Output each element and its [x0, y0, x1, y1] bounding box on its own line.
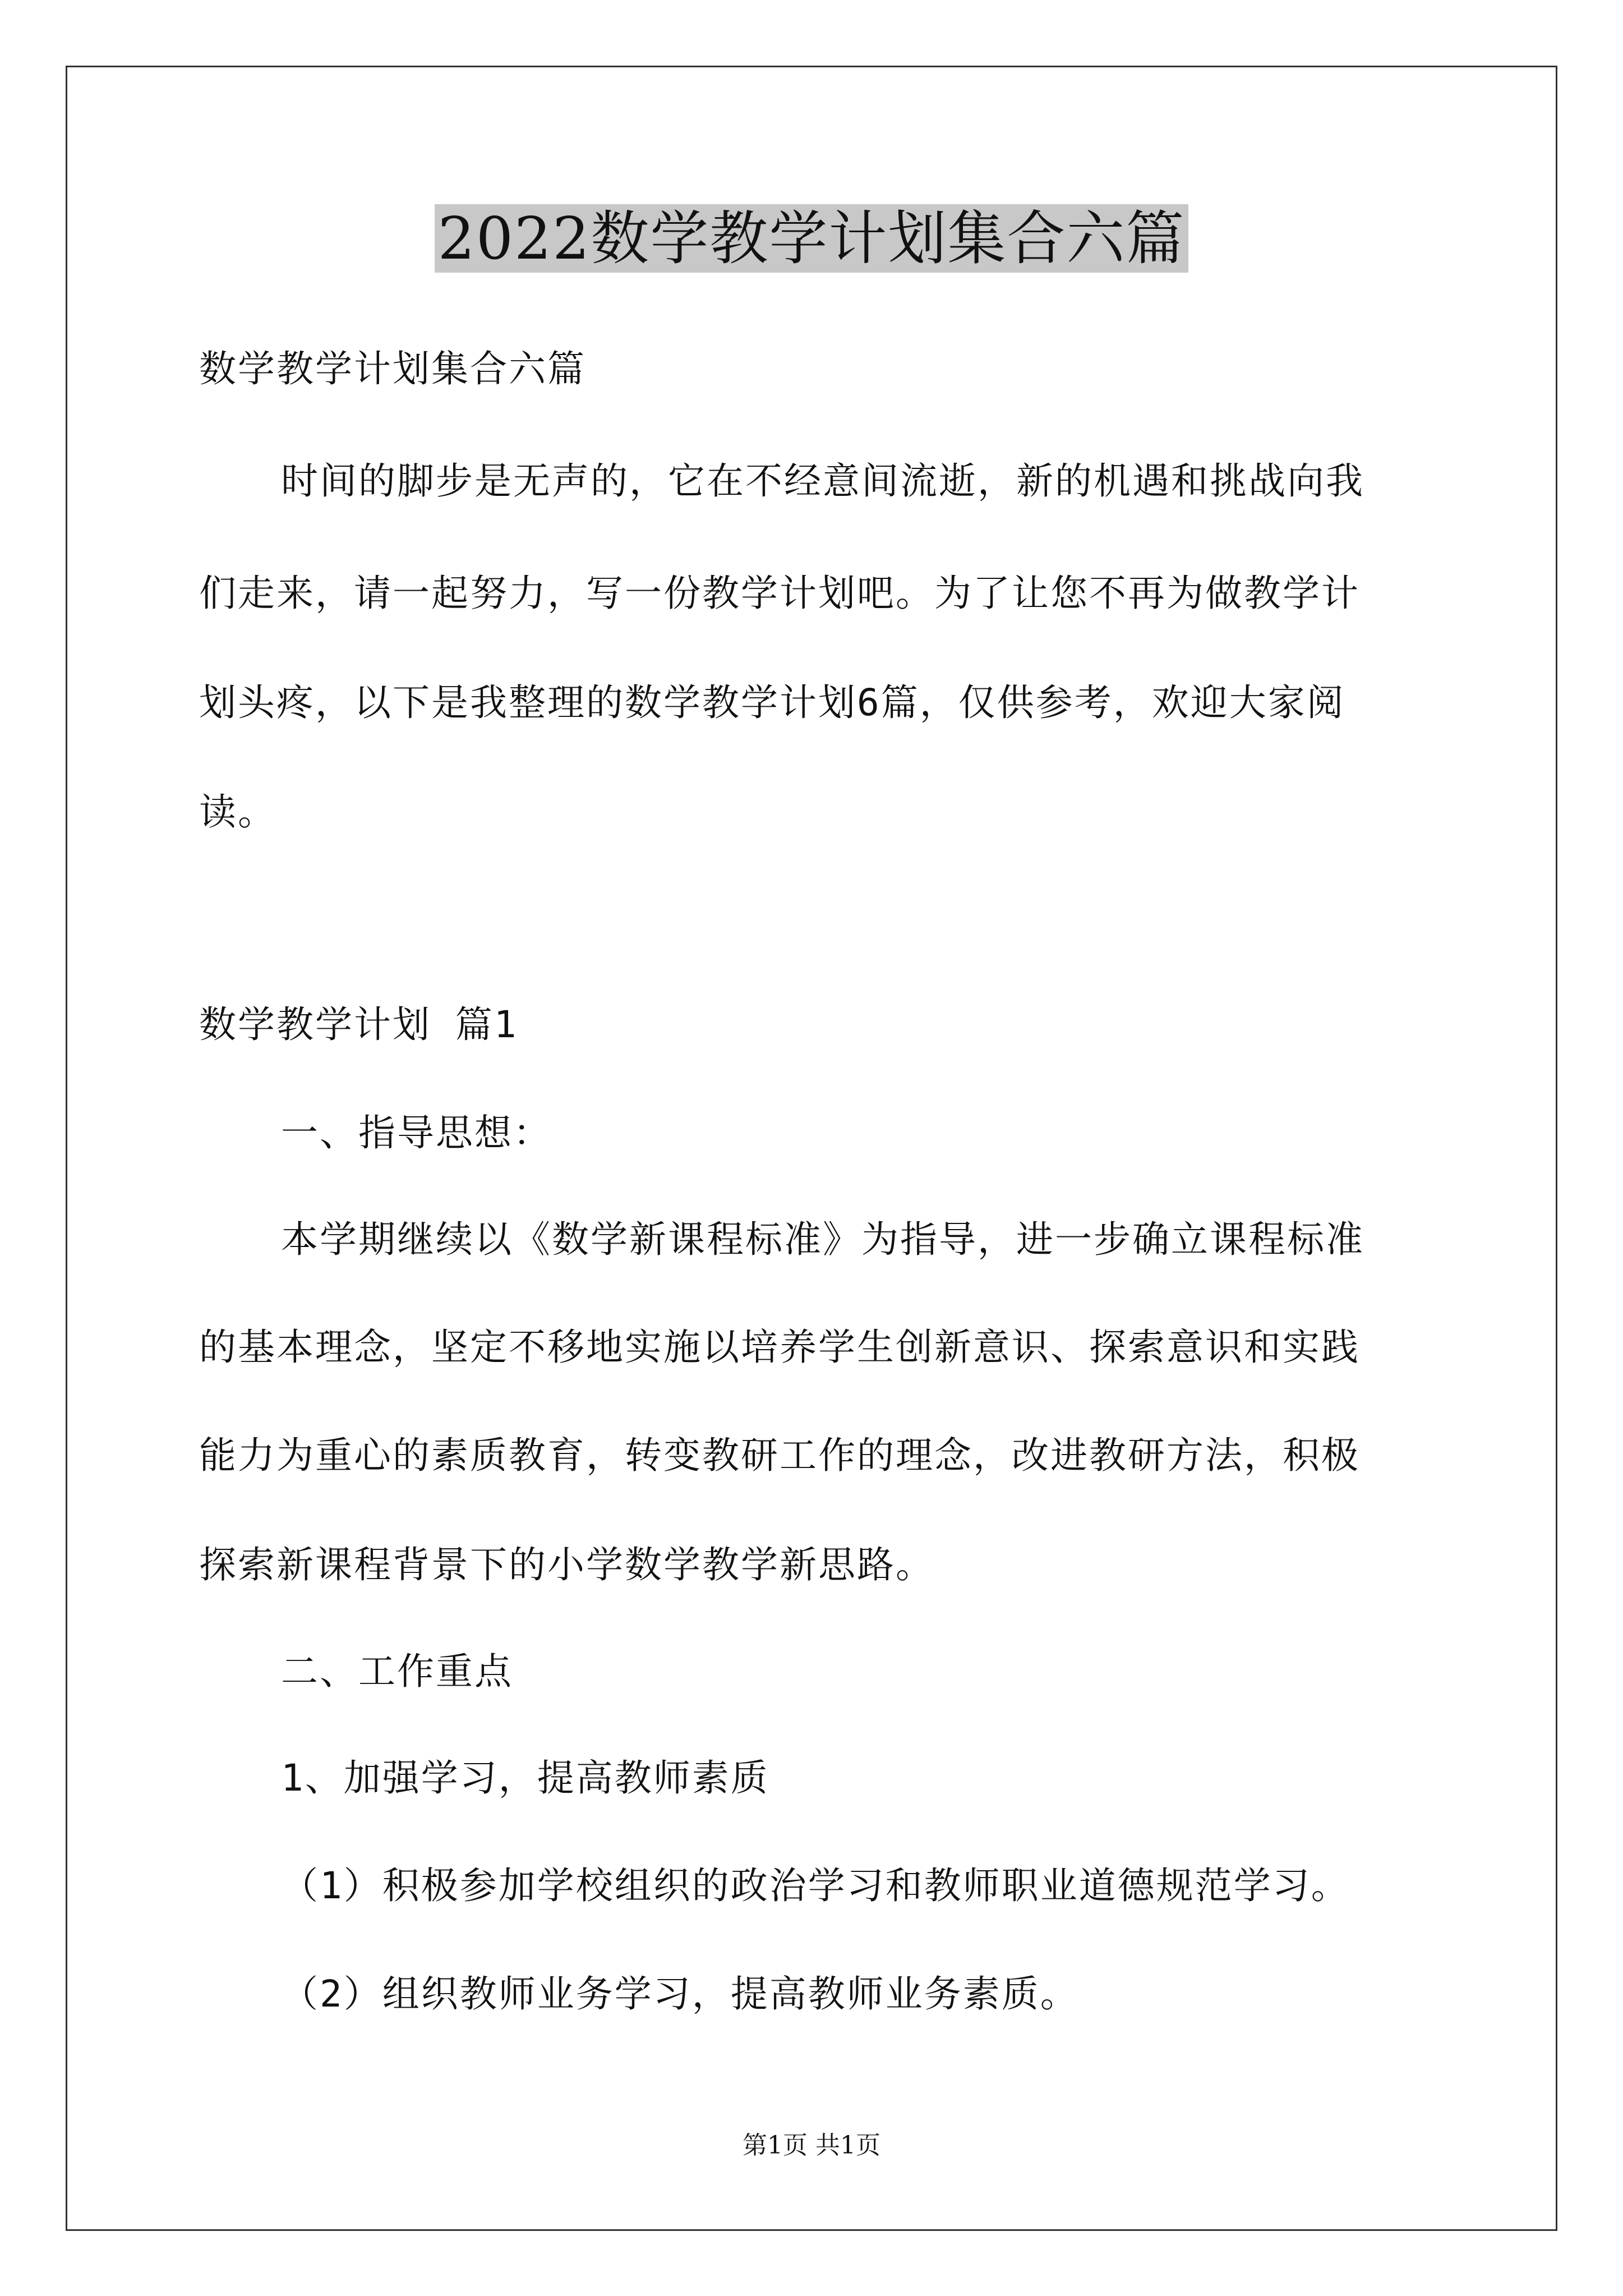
- item-2-heading: 二、工作重点: [281, 1650, 513, 1693]
- item-2-sub-1: 1、加强学习，提高教师素质: [281, 1756, 769, 1800]
- page-footer: 第1页 共1页: [743, 2131, 880, 2160]
- document-title-text: 2022数学教学计划集合六篇: [435, 204, 1189, 273]
- item-1-line-4: 探索新课程背景下的小学数学教学新思路。: [199, 1543, 934, 1586]
- item-1-line-3: 能力为重心的素质教育，转变教研工作的理念，改进教研方法，积极: [199, 1434, 1360, 1477]
- item-2-sub-1-a: （1）积极参加学校组织的政治学习和教师职业道德规范学习。: [281, 1864, 1350, 1907]
- document-title: [0, 199, 1623, 278]
- intro-line-2: 们走来，请一起努力，写一份教学计划吧。为了让您不再为做教学计: [199, 572, 1360, 615]
- document-subtitle: 数学教学计划集合六篇: [199, 347, 586, 390]
- intro-line-4: 读。: [199, 790, 276, 834]
- intro-line-1: 时间的脚步是无声的，它在不经意间流逝，新的机遇和挑战向我: [281, 459, 1364, 503]
- item-1-heading: 一、指导思想：: [281, 1111, 552, 1154]
- intro-line-3: 划头疼，以下是我整理的数学教学计划6篇，仅供参考，欢迎大家阅: [199, 681, 1345, 724]
- item-2-sub-1-b: （2）组织教师业务学习，提高教师业务素质。: [281, 1972, 1079, 2016]
- item-1-line-2: 的基本理念，坚定不移地实施以培养学生创新意识、探索意识和实践: [199, 1326, 1360, 1369]
- section-heading: 数学教学计划 篇1: [199, 1003, 518, 1046]
- item-1-line-1: 本学期继续以《数学新课程标准》为指导，进一步确立课程标准: [281, 1218, 1364, 1261]
